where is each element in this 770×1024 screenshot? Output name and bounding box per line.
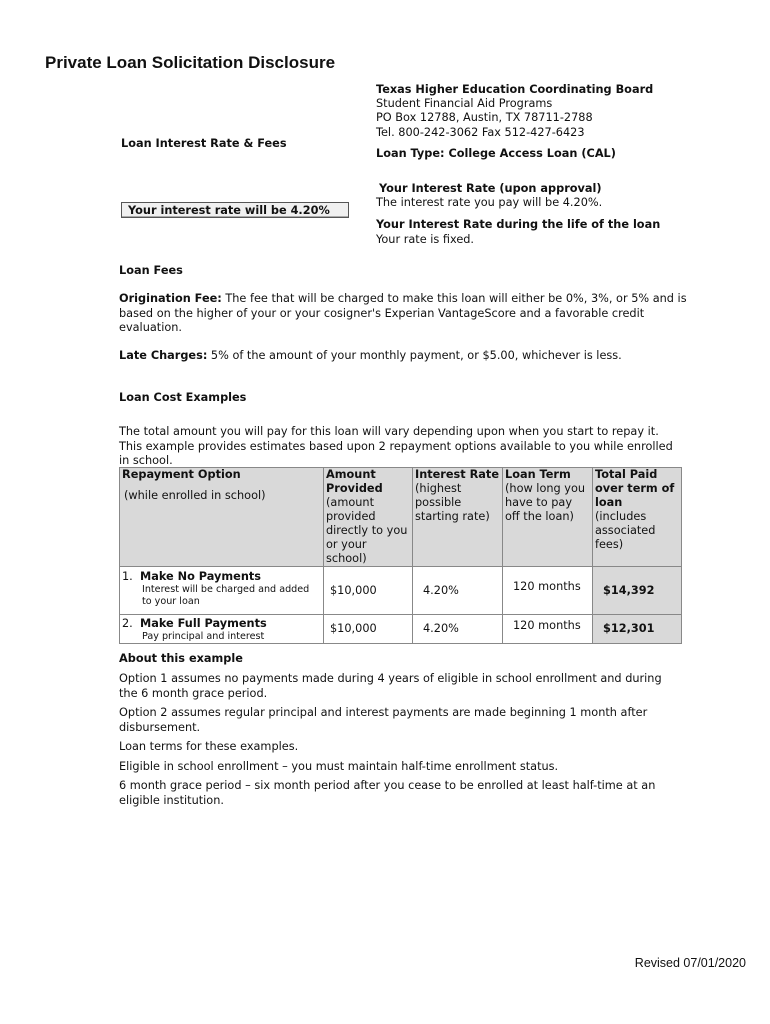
row2-rate: 4.20%	[413, 615, 503, 644]
header-repayment-option	[120, 468, 324, 567]
late-charges	[119, 349, 694, 364]
org-address: PO Box 12788, Austin, TX 78711-2788	[376, 111, 593, 125]
rate-box: Your interest rate will be 4.20%	[121, 202, 349, 218]
about-p4: Eligible in school enrollment – you must maintain half-time enrollment status.	[119, 759, 559, 773]
row2-label: Make Full Payments	[139, 617, 267, 630]
header-rate-label: Interest Rate	[415, 468, 499, 481]
header-total	[593, 468, 682, 567]
about-heading: About this example	[119, 652, 243, 665]
row1-desc: Interest will be charged and added to your loan	[142, 584, 310, 607]
row2-total: $12,301	[593, 615, 682, 644]
table-row	[120, 615, 682, 644]
header-rate-sub: (highest possible starting rate)	[415, 482, 490, 523]
header-rate	[413, 468, 503, 567]
row2-amount: $10,000	[324, 615, 413, 644]
row2-num: 2.	[122, 617, 133, 630]
loan-cost-table	[119, 467, 682, 644]
loan-cost-heading: Loan Cost Examples	[119, 391, 247, 404]
rate-text-approval: The interest rate you pay will be 4.20%.	[376, 196, 603, 210]
org-phone: Tel. 800-242-3062 Fax 512-427-6423	[376, 125, 585, 139]
header-total-label: Total Paid over term of loan	[595, 468, 675, 509]
row2-desc: Pay principal and interest	[142, 631, 265, 642]
header-amount-label: Amount Provided	[326, 468, 383, 495]
about-p5: 6 month grace period – six month period after you cease to be enrolled at least half-time at an eligible institution.	[119, 779, 656, 807]
table-header-row	[120, 468, 682, 567]
row2-option	[120, 615, 324, 644]
revised-date: Revised 07/01/2020	[634, 956, 746, 970]
org-name: Texas Higher Education Coordinating Board	[376, 83, 654, 96]
header-amount-sub: (amount provided directly to you or your school)	[326, 496, 408, 565]
about-p1: Option 1 assumes no payments made during 4 years of eligible in school enrollment and during the 6 month grace period.	[119, 672, 662, 700]
rate-text-life: Your rate is fixed.	[376, 232, 475, 246]
rate-heading-life: Your Interest Rate during the life of the loan	[376, 218, 661, 232]
examples-intro: The total amount you will pay for this loan will vary depending upon when you start to repay it. This example provides estimates based upon 2 repayment options available to you while enrolled in school.	[119, 425, 673, 467]
header-option-sub: (while enrolled in school)	[124, 489, 266, 502]
loan-fees-heading: Loan Fees	[119, 264, 183, 277]
row1-term: 120 months	[503, 567, 593, 615]
row1-option	[120, 567, 324, 615]
header-total-sub: (includes associated fees)	[595, 510, 656, 551]
org-dept: Student Financial Aid Programs	[376, 97, 553, 111]
header-option-label: Repayment Option	[122, 468, 241, 481]
about-block	[119, 672, 674, 808]
table-row	[120, 567, 682, 615]
loan-type: Loan Type: College Access Loan (CAL)	[376, 146, 616, 160]
origination-text: The fee that will be charged to make this loan will either be 0%, 3%, or 5% and is based on the higher of your or your cosigner's Experian VantageScore and a favorable credit evaluation.	[119, 292, 687, 334]
page-title: Private Loan Solicitation Disclosure	[45, 53, 336, 72]
late-label: Late Charges:	[119, 349, 208, 362]
row1-rate: 4.20%	[413, 567, 503, 615]
header-term	[503, 468, 593, 567]
row2-term: 120 months	[503, 615, 593, 644]
header-term-sub: (how long you have to pay off the loan)	[505, 482, 586, 523]
rate-info	[376, 182, 660, 247]
late-text: 5% of the amount of your monthly payment, or $5.00, whichever is less.	[207, 349, 622, 362]
row1-label: Make No Payments	[139, 570, 262, 583]
row1-num: 1.	[122, 570, 133, 583]
rate-heading-approval: Your Interest Rate (upon approval)	[379, 182, 602, 195]
about-p3: Loan terms for these examples.	[119, 740, 299, 753]
row1-total: $14,392	[593, 567, 682, 615]
org-block	[376, 83, 653, 161]
row1-amount: $10,000	[324, 567, 413, 615]
interest-fees-label: Loan Interest Rate & Fees	[121, 137, 287, 150]
header-amount	[324, 468, 413, 567]
header-term-label: Loan Term	[505, 468, 571, 481]
origination-fee	[119, 292, 694, 336]
origination-label: Origination Fee:	[119, 292, 222, 305]
about-p2: Option 2 assumes regular principal and interest payments are made beginning 1 month after disbursement.	[119, 706, 648, 734]
